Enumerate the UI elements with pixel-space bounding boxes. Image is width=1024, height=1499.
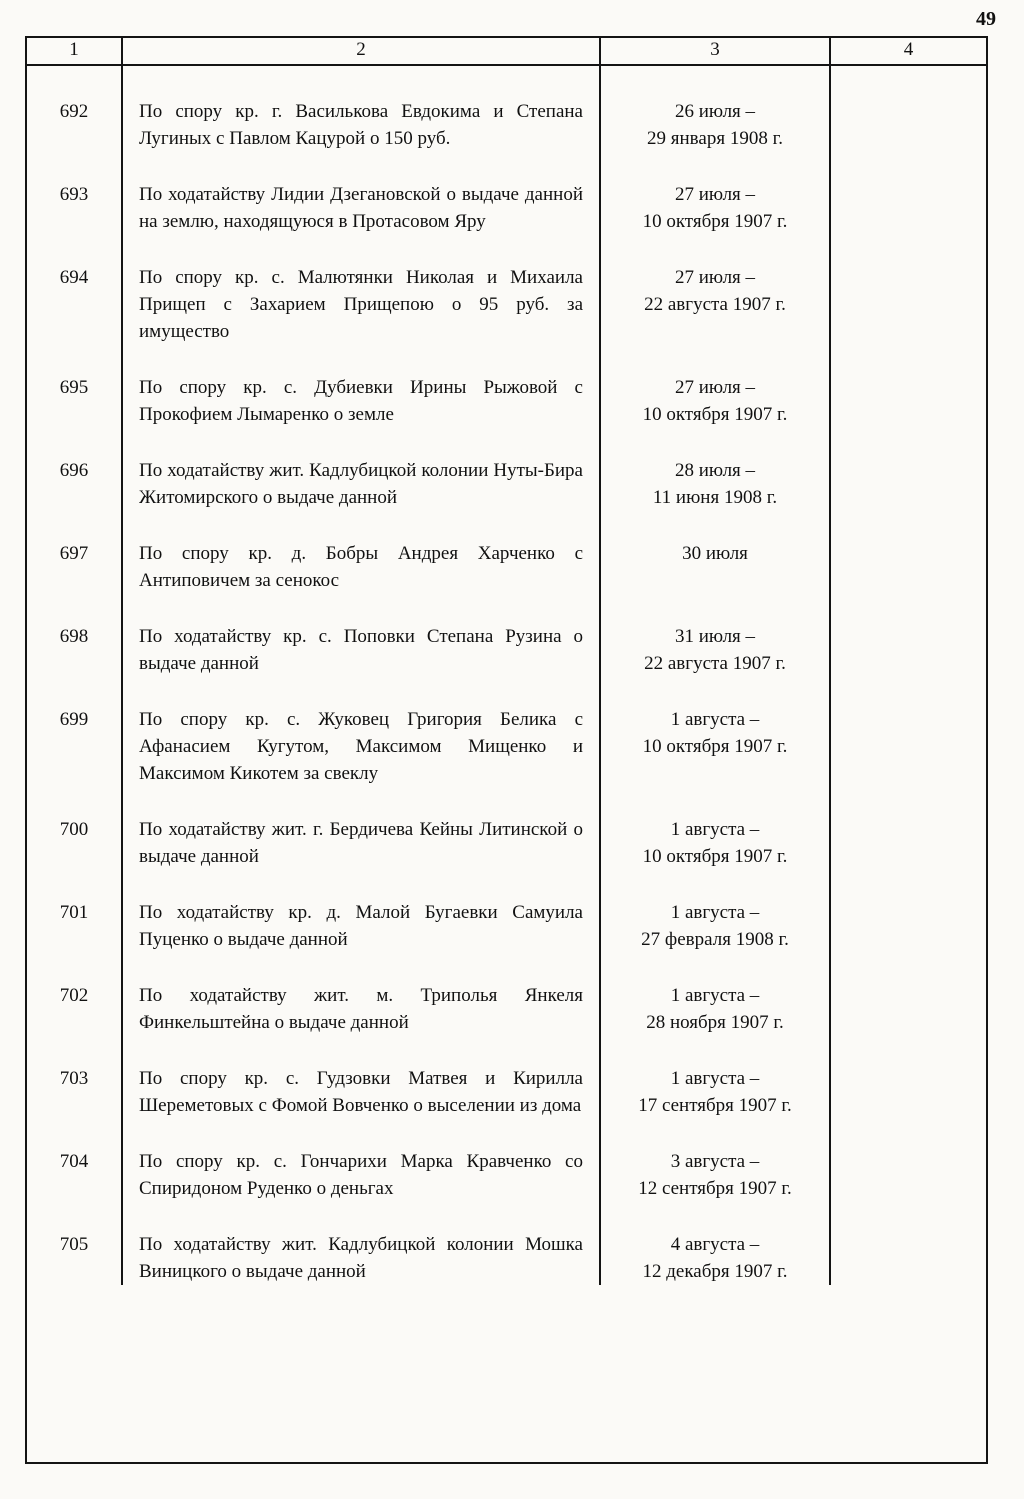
case-dates xyxy=(601,594,831,677)
date-line: 11 июня 1908 г. xyxy=(652,487,778,508)
resolution-cell xyxy=(831,152,986,235)
case-number: 697 xyxy=(27,511,123,594)
case-number: 698 xyxy=(27,594,123,677)
table-header-row xyxy=(27,38,986,66)
column-header-1: 1 xyxy=(27,38,123,64)
table-row xyxy=(27,345,986,428)
case-number: 701 xyxy=(27,870,123,953)
resolution-cell xyxy=(831,594,986,677)
case-description: По спору кр. с. Жуковец Григория Белика с Афанасием Кугутом, Максимом Мищенко и Максимом Кикотем за свеклу xyxy=(123,677,601,787)
date-line: 1 августа – xyxy=(670,709,760,730)
case-dates xyxy=(601,870,831,953)
register-table xyxy=(25,36,988,1464)
date-line: 1 августа – xyxy=(670,819,760,840)
date-line: 3 августа – xyxy=(670,1151,760,1172)
resolution-cell xyxy=(831,428,986,511)
table-row xyxy=(27,953,986,1036)
table-row xyxy=(27,1036,986,1119)
date-line: 31 июля – xyxy=(674,626,756,647)
date-line: 12 сентября 1907 г. xyxy=(638,1178,792,1199)
case-description: По спору кр. с. Малютянки Николая и Михаила Прищеп с Захарием Прищепою о 95 руб. за имущество xyxy=(123,235,601,345)
case-dates xyxy=(601,235,831,345)
date-line: 10 октября 1907 г. xyxy=(642,736,788,757)
table-body xyxy=(27,66,986,1461)
table-row xyxy=(27,677,986,787)
case-number: 695 xyxy=(27,345,123,428)
date-line: 28 июля – xyxy=(674,460,756,481)
column-header-3: 3 xyxy=(601,38,831,64)
date-line: 27 июля – xyxy=(674,377,756,398)
column-header-2: 2 xyxy=(123,38,601,64)
case-description: По ходатайству Лидии Дзегановской о выдаче данной на землю, находящуюся в Протасовом Яру xyxy=(123,152,601,235)
resolution-cell xyxy=(831,787,986,870)
case-description: По спору кр. с. Дубиевки Ирины Рыжовой с Прокофием Лымаренко о земле xyxy=(123,345,601,428)
resolution-cell xyxy=(831,870,986,953)
date-line: 27 июля – xyxy=(674,267,756,288)
table-row xyxy=(27,1202,986,1285)
resolution-cell xyxy=(831,1036,986,1119)
case-description: По ходатайству жит. м. Триполья Янкеля Финкельштейна о выдаче данной xyxy=(123,953,601,1036)
case-description: По спору кр. г. Василькова Евдокима и Степана Лугиных с Павлом Кацурой о 150 руб. xyxy=(123,66,601,152)
case-description: По ходатайству кр. д. Малой Бугаевки Самуила Пуценко о выдаче данной xyxy=(123,870,601,953)
case-description: По ходатайству жит. г. Бердичева Кейны Литинской о выдаче данной xyxy=(123,787,601,870)
page-number: 49 xyxy=(976,8,996,30)
date-line: 27 июля – xyxy=(674,184,756,205)
date-line: 26 июля – xyxy=(674,101,756,122)
case-dates xyxy=(601,1036,831,1119)
case-description: По ходатайству жит. Кадлубицкой колонии Нуты-Бира Житомирского о выдаче данной xyxy=(123,428,601,511)
case-description: По ходатайству кр. с. Поповки Степана Рузина о выдаче данной xyxy=(123,594,601,677)
case-dates xyxy=(601,345,831,428)
date-line: 10 октября 1907 г. xyxy=(642,211,788,232)
case-description: По спору кр. д. Бобры Андрея Харченко с Антиповичем за сенокос xyxy=(123,511,601,594)
case-number: 703 xyxy=(27,1036,123,1119)
table-row xyxy=(27,594,986,677)
case-dates xyxy=(601,152,831,235)
case-dates xyxy=(601,1119,831,1202)
column-header-4: 4 xyxy=(903,39,914,60)
case-dates xyxy=(601,677,831,787)
date-line: 29 января 1908 г. xyxy=(647,128,783,149)
case-number: 692 xyxy=(27,66,123,152)
table-row xyxy=(27,511,986,594)
case-number: 699 xyxy=(27,677,123,787)
date-line: 22 августа 1907 г. xyxy=(644,294,786,315)
case-number: 702 xyxy=(27,953,123,1036)
table-row xyxy=(27,870,986,953)
resolution-cell xyxy=(831,66,986,152)
case-description: По спору кр. с. Гудзовки Матвея и Кирилла Шереметовых с Фомой Вовченко о выселении из дома xyxy=(123,1036,601,1119)
case-number: 694 xyxy=(27,235,123,345)
date-line: 22 августа 1907 г. xyxy=(644,653,786,674)
case-dates xyxy=(601,953,831,1036)
resolution-cell xyxy=(831,235,986,345)
resolution-cell xyxy=(831,345,986,428)
case-description: По ходатайству жит. Кадлубицкой колонии Мошка Виницкого о выдаче данной xyxy=(123,1202,601,1285)
resolution-cell xyxy=(831,1202,986,1285)
case-number: 704 xyxy=(27,1119,123,1202)
case-dates xyxy=(601,1202,831,1285)
table-row xyxy=(27,66,986,152)
resolution-cell xyxy=(831,511,986,594)
case-dates xyxy=(601,428,831,511)
date-line: 12 декабря 1907 г. xyxy=(642,1261,788,1282)
table-row xyxy=(27,1119,986,1202)
case-dates xyxy=(601,511,831,594)
resolution-cell xyxy=(831,677,986,787)
case-number: 696 xyxy=(27,428,123,511)
case-dates xyxy=(601,66,831,152)
date-line: 1 августа – xyxy=(670,902,760,923)
case-dates xyxy=(601,787,831,870)
date-line: 1 августа – xyxy=(670,1068,760,1089)
date-line: 4 августа – xyxy=(670,1234,760,1255)
table-row xyxy=(27,787,986,870)
table-row xyxy=(27,235,986,345)
table-row xyxy=(27,152,986,235)
date-line: 30 июля xyxy=(682,543,748,564)
case-number: 700 xyxy=(27,787,123,870)
date-line: 17 сентября 1907 г. xyxy=(638,1095,792,1116)
date-line: 28 ноября 1907 г. xyxy=(646,1012,784,1033)
resolution-cell xyxy=(831,953,986,1036)
case-description: По спору кр. с. Гончарихи Марка Кравченко со Спиридоном Руденко о деньгах xyxy=(123,1119,601,1202)
case-number: 693 xyxy=(27,152,123,235)
date-line: 10 октября 1907 г. xyxy=(642,846,788,867)
resolution-cell xyxy=(831,1119,986,1202)
date-line: 27 февраля 1908 г. xyxy=(641,929,789,950)
case-number: 705 xyxy=(27,1202,123,1285)
date-line: 1 августа – xyxy=(670,985,760,1006)
date-line: 10 октября 1907 г. xyxy=(642,404,788,425)
table-row xyxy=(27,428,986,511)
